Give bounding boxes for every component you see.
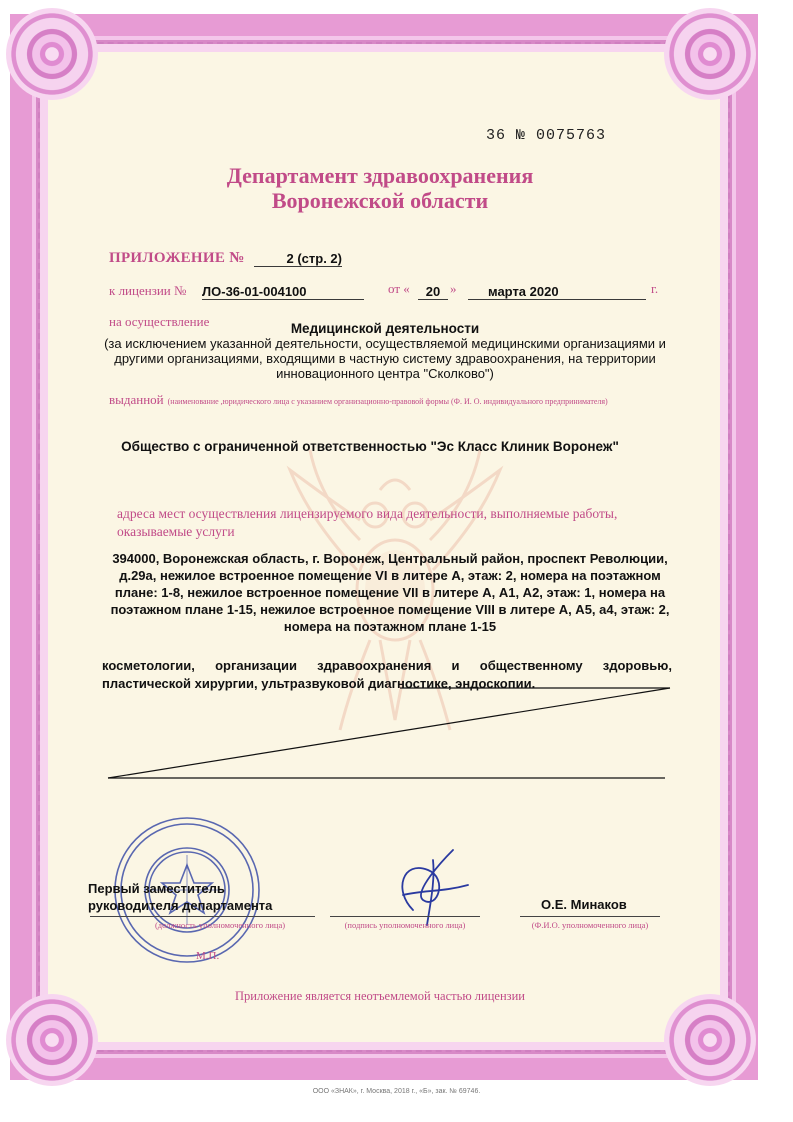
signature-underline xyxy=(330,916,480,917)
activity-title: Медицинской деятельности xyxy=(290,321,480,336)
signatory-position-line-2: руководителя департамента xyxy=(88,898,273,913)
printer-imprint: ООО «ЗНАК», г. Москва, 2018 г., «Б», зак. № 69746. xyxy=(312,1088,481,1095)
caption-name: (Ф.И.О. уполномоченного лица) xyxy=(531,920,649,930)
license-label: к лицензии № xyxy=(109,283,187,298)
signatory-name: О.Е. Минаков xyxy=(541,897,627,912)
footer-note: Приложение является неотъемлемой частью лицензии xyxy=(235,989,525,1003)
name-underline xyxy=(520,916,660,917)
issued-row xyxy=(109,393,669,409)
address-text: 394000, Воронежская область, г. Воронеж, Центральный район, проспект Революции, д.29а, нежилое встроенное помещение VI в литере А, этаж: 2, номера на поэтажном плане: 1-8, нежилое встроенное помещение VII в литере А, А1, А2, этаж: 1, номера на поэтажном плане 1-15, нежилое встроенное помещение VIII в литере А, А5, а4, этаж: 2, номера на поэтажном плане 1-15 xyxy=(110,551,670,634)
license-year-suffix: г. xyxy=(651,281,659,296)
department-title xyxy=(0,163,760,213)
caption-signature: (подпись уполномоченного лица) xyxy=(344,920,466,930)
issued-label: выданной xyxy=(109,392,164,407)
signatory-position xyxy=(88,880,318,914)
license-date-day: 20 xyxy=(418,284,448,300)
document-number: 36 № 0075763 xyxy=(486,127,607,144)
position-underline xyxy=(90,916,315,917)
caption-position: (должность уполномоченного лица) xyxy=(154,920,286,930)
corner-rosette-bottom-right xyxy=(664,994,756,1086)
organization-name: Общество с ограниченной ответственностью "Эс Класс Клиник Воронеж" xyxy=(121,439,619,454)
address-label: адреса мест осуществления лицензируемого вида деятельности, выполняемые работы, оказываемые услуги xyxy=(117,506,618,539)
license-date-quote-close: » xyxy=(450,281,457,296)
stamp-place-label: М.П. xyxy=(196,950,220,962)
signatory-position-line-1: Первый заместитель xyxy=(88,881,225,896)
appendix-value: 2 (стр. 2) xyxy=(254,251,342,267)
department-title-line-2: Воронежской области xyxy=(271,188,489,213)
blank-space-strike-lines xyxy=(100,680,680,790)
services-text: косметологии, организации здравоохранения и общественному здоровью, пластической хирургии, ультразвуковой диагностике, эндоскопии. xyxy=(102,658,672,691)
appendix-label: ПРИЛОЖЕНИЕ № xyxy=(109,250,245,266)
license-number: ЛО-36-01-004100 xyxy=(202,284,364,300)
department-title-line-1: Департамент здравоохранения xyxy=(226,163,534,188)
corner-rosette-top-left xyxy=(6,8,98,100)
activity-block xyxy=(95,321,675,381)
activity-note: (за исключением указанной деятельности, осуществляемой медицинскими организациями и другими организациями, входящими в частную систему здравоохранения, на территории инновационного центра "Сколково") xyxy=(104,336,666,381)
issued-hint: (наименование ,юридического лица с указанием организационно-правовой формы (Ф. И. О. индивидуального предпринимателя) xyxy=(167,397,608,406)
activity-label: на осуществление xyxy=(109,314,210,329)
license-date-month-year: марта 2020 xyxy=(468,284,646,300)
corner-rosette-top-right xyxy=(664,8,756,100)
corner-rosette-bottom-left xyxy=(6,994,98,1086)
license-date-from-label: от « xyxy=(388,281,410,296)
